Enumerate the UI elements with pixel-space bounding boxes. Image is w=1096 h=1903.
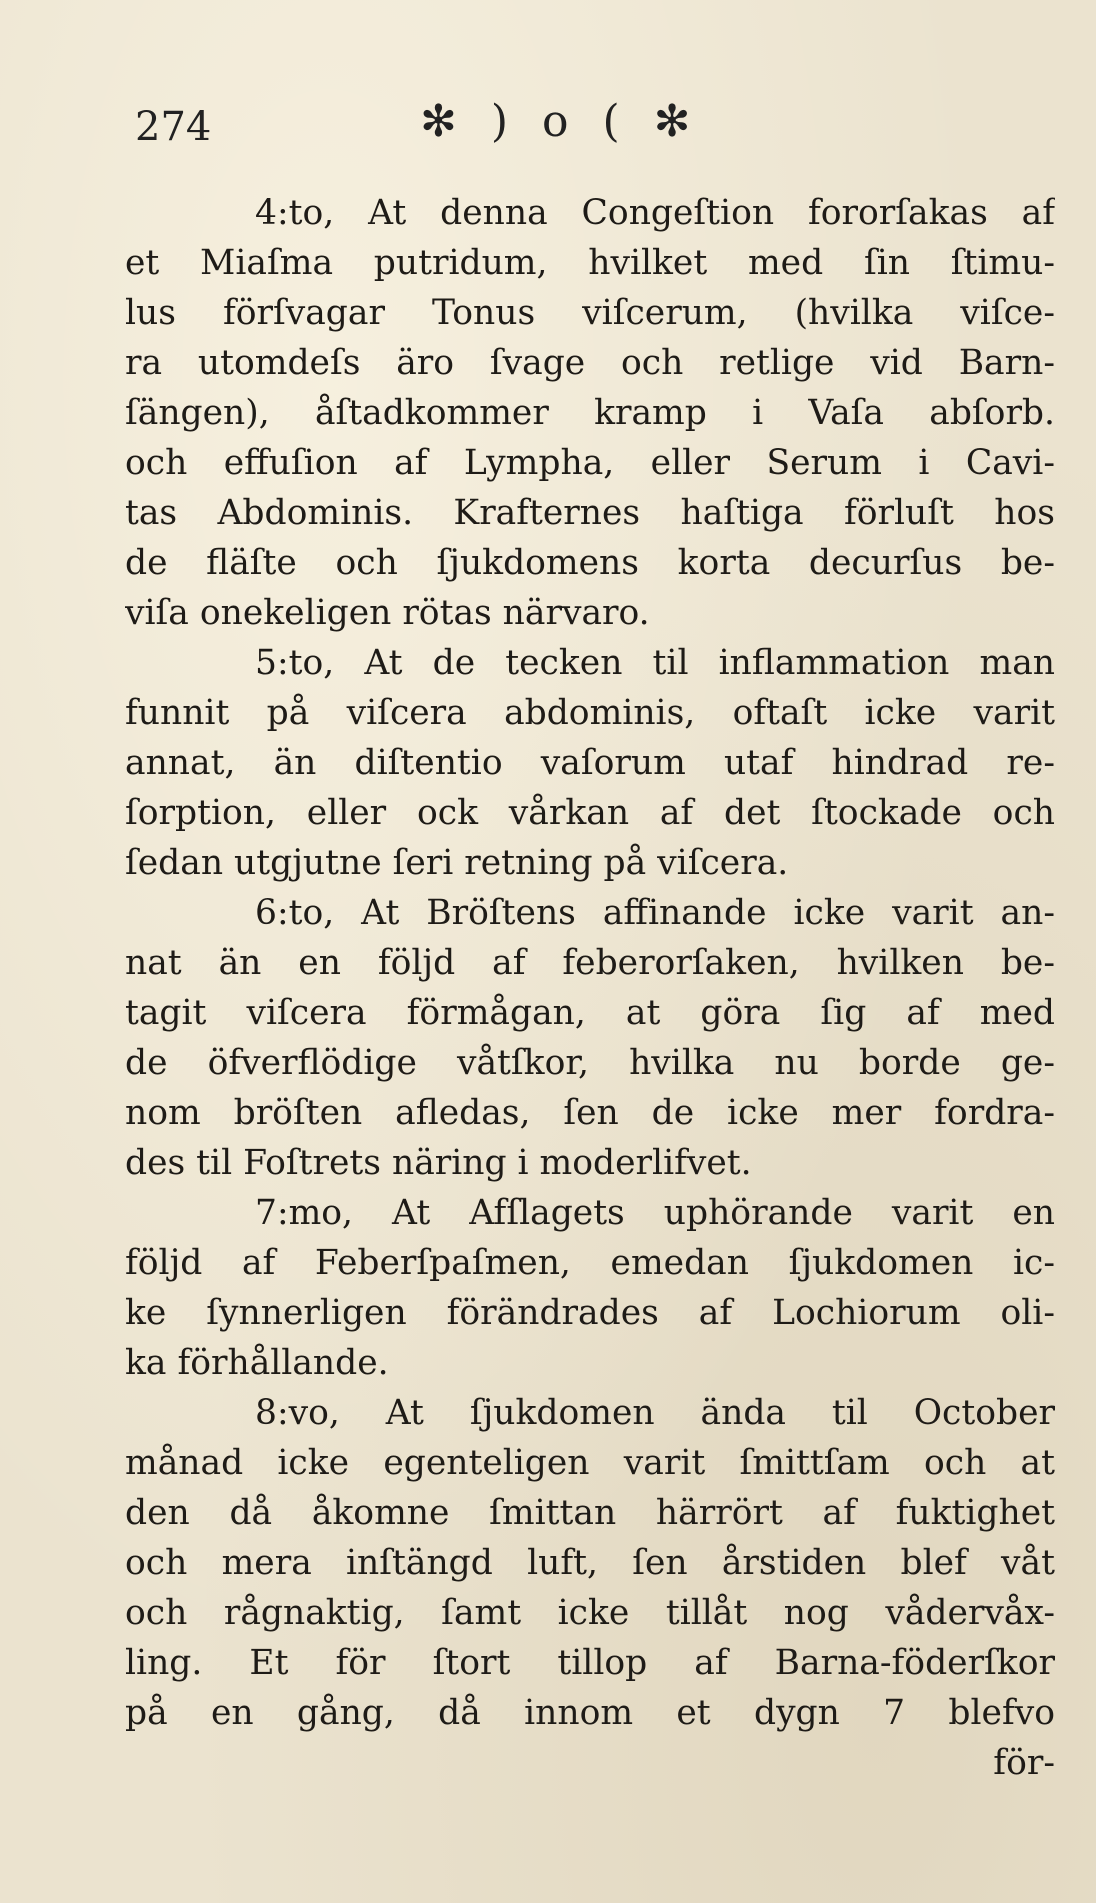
text-line: ſängen), åſtadkommer kramp i Vaſa abſorb. xyxy=(125,393,1055,433)
page-number: 274 xyxy=(135,104,212,150)
text-line: des til Foſtrets näring i moderlifvet. xyxy=(125,1143,752,1183)
text-line: ſorption, eller ock vårkan af det ſtockade och xyxy=(125,793,1055,833)
text-line: ra utomdeſs äro ſvage och retlige vid Barn- xyxy=(125,343,1055,383)
text-line: nat än en följd af feberorſaken, hvilken be- xyxy=(125,943,1055,983)
text-line: ling. Et för ſtort tillop af Barna-föderſkor xyxy=(125,1643,1055,1683)
text-line: och mera inſtängd luft, ſen årstiden blef våt xyxy=(125,1543,1055,1583)
text-line: och rågnaktig, ſamt icke tillåt nog vådervåx- xyxy=(125,1593,1055,1633)
text-line: et Miaſma putridum, hvilket med ſin ſtimu- xyxy=(125,243,1055,283)
paragraph-7-line: 7:mo, At Afſlagets uphörande varit en xyxy=(255,1193,1055,1233)
catchword: för- xyxy=(993,1743,1055,1783)
text-line: annat, än diſtentio vaſorum utaf hindrad re- xyxy=(125,743,1055,783)
text-line: tagit viſcera förmågan, at göra ſig af med xyxy=(125,993,1055,1033)
page-header xyxy=(135,96,1035,166)
text-line: lus förſvagar Tonus viſcerum, (hvilka viſce- xyxy=(125,293,1055,333)
paragraph-6-line: 6:to, At Bröſtens affinande icke varit an- xyxy=(255,893,1055,933)
text-line: och effuſion af Lympha, eller Serum i Cavi- xyxy=(125,443,1055,483)
text-line: följd af Feberſpaſmen, emedan ſjukdomen ic- xyxy=(125,1243,1055,1283)
paragraph-8-line: 8:vo, At ſjukdomen ända til October xyxy=(255,1393,1055,1433)
text-line: de fläſte och ſjukdomens korta decurſus be- xyxy=(125,543,1055,583)
text-line: de öfverflödige våtſkor, hvilka nu borde ge- xyxy=(125,1043,1055,1083)
header-ornament: ✻ ) o ( ✻ xyxy=(420,96,701,147)
paragraph-4-line: 4:to, At denna Congeſtion fororſakas af xyxy=(255,193,1055,233)
text-line: månad icke egenteligen varit ſmittſam och at xyxy=(125,1443,1055,1483)
text-line: ka förhållande. xyxy=(125,1343,389,1383)
text-line: den då åkomne ſmittan härrört af fuktighet xyxy=(125,1493,1055,1533)
paragraph-5-line: 5:to, At de tecken til inflammation man xyxy=(255,643,1055,683)
body-text xyxy=(125,188,1055,1788)
text-line: tas Abdominis. Krafternes haſtiga förluſt hos xyxy=(125,493,1055,533)
text-line: funnit på viſcera abdominis, oftaſt icke varit xyxy=(125,693,1055,733)
text-line: på en gång, då innom et dygn 7 blefvo xyxy=(125,1693,1055,1733)
text-line: ſedan utgjutne ſeri retning på viſcera. xyxy=(125,843,789,883)
text-line: ke ſynnerligen förändrades af Lochiorum oli- xyxy=(125,1293,1055,1333)
text-line: viſa onekeligen rötas närvaro. xyxy=(125,593,650,633)
text-line: nom bröſten afledas, ſen de icke mer fordra- xyxy=(125,1093,1055,1133)
